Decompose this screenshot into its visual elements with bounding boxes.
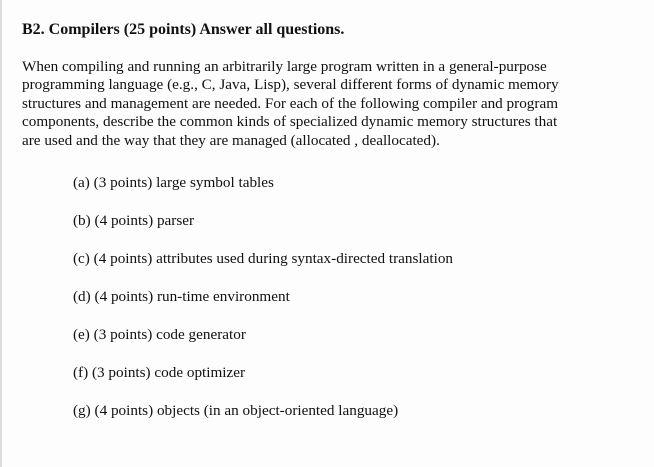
question-intro (22, 58, 632, 150)
subquestion-g: (g) (4 points) objects (in an object-oriented language) (73, 402, 399, 419)
intro-line: are used and the way that they are managed (allocated , deallocated). (22, 131, 440, 149)
question-heading: B2. Compilers (25 points) Answer all questions. (22, 21, 345, 38)
subquestion-list (73, 173, 453, 439)
subquestion-c: (c) (4 points) attributes used during syntax-directed translation (73, 250, 454, 267)
subquestion-f: (f) (3 points) code optimizer (73, 364, 246, 381)
subquestion-d: (d) (4 points) run-time environment (73, 288, 290, 305)
scan-edge (0, 0, 2, 467)
subquestion-e: (e) (3 points) code generator (73, 326, 246, 343)
intro-line: When compiling and running an arbitrarily large program written in a general-purpose (22, 58, 547, 75)
intro-line: structures and management are needed. For each of the following compiler and program (22, 94, 559, 112)
subquestion-b: (b) (4 points) parser (73, 212, 195, 229)
subquestion-a: (a) (3 points) large symbol tables (73, 174, 274, 191)
intro-line: programming language (e.g., C, Java, Lisp), several different forms of dynamic memory (22, 76, 559, 94)
intro-line: components, describe the common kinds of specialized dynamic memory structures that (22, 113, 558, 131)
